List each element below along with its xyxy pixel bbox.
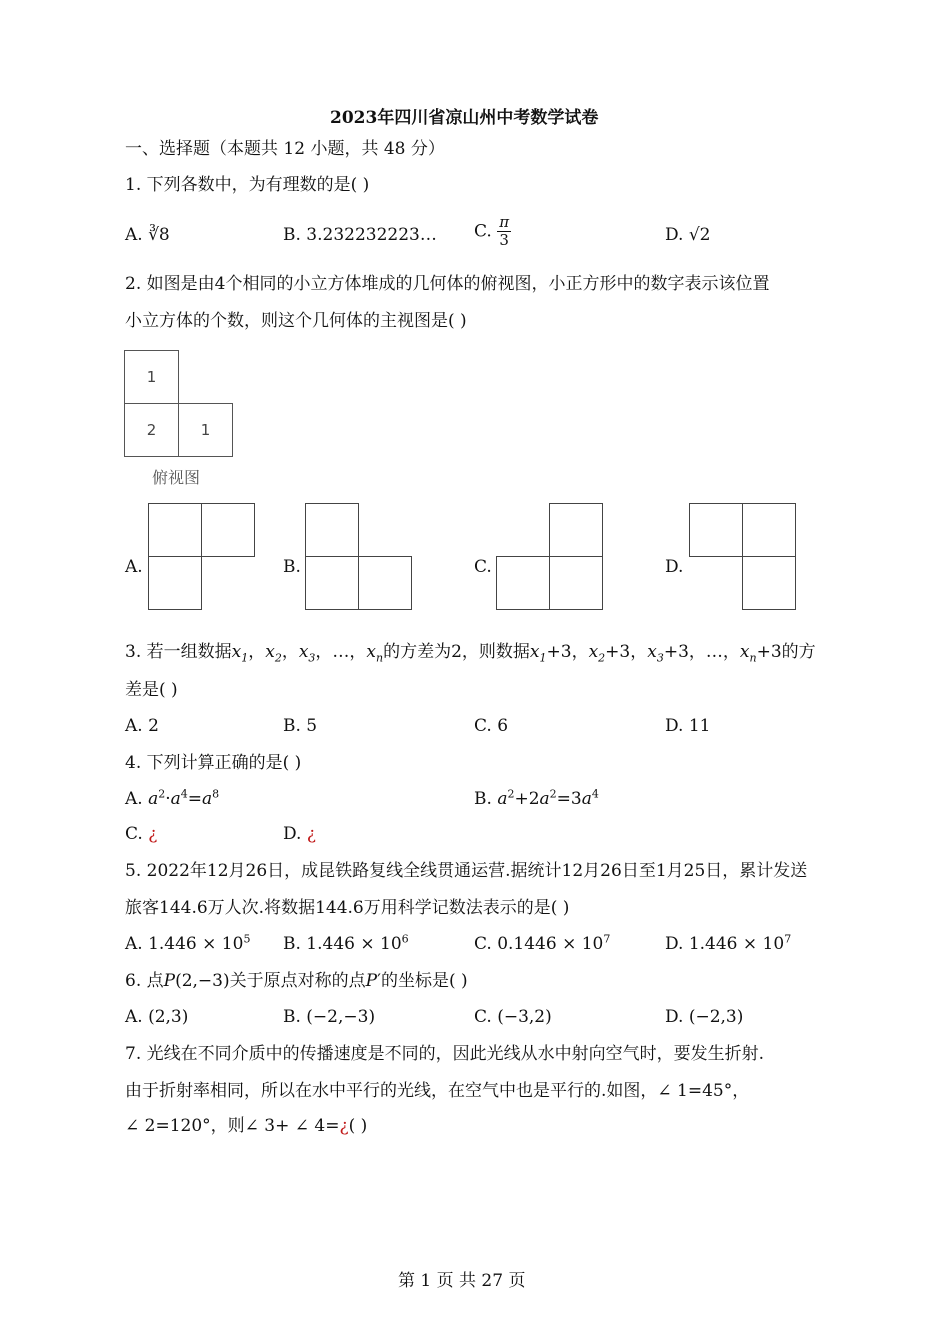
- front-view-cell: [742, 503, 796, 557]
- q6-stem-part: 关于原点对称的点: [229, 971, 366, 991]
- top-view-cell: 1: [124, 350, 179, 404]
- q5-option-c-text: C. 0.1446 × 10: [474, 934, 604, 954]
- q3-option-d[interactable]: D. 11: [665, 716, 711, 736]
- exponent: 5: [243, 932, 251, 946]
- q4-option-d[interactable]: [283, 823, 316, 845]
- math-data-list: $x_1$: [231, 642, 249, 665]
- q4-option-d-value: ¿: [306, 824, 316, 844]
- q5-option-c[interactable]: [474, 933, 610, 955]
- front-view-cell: [549, 503, 603, 557]
- q2-option-b-label[interactable]: B.: [283, 557, 301, 577]
- q1-option-a[interactable]: A. ∛8: [125, 225, 170, 245]
- question-3-stem-line1: 3. 若一组数据$x_1$，$x_2$，$x_3$，…，$x_n$的方差为2，则数据$x_1+3$，$x_2+3$，$x_3+3$，…，$x_n+3$的方: [125, 642, 816, 665]
- q6-option-c[interactable]: C. (−3,2): [474, 1007, 552, 1027]
- q6-option-a[interactable]: A. (2,3): [125, 1007, 189, 1027]
- q4-option-b-prefix: B.: [474, 789, 492, 809]
- q7-stem-part: ∠ 2=120°，则∠ 3+ ∠ 4=: [125, 1116, 340, 1136]
- question-5-stem-line1: 5. 2022年12月26日，成昆铁路复线全线贯通运营.据统计12月26日至1月25日，累计发送: [125, 861, 808, 881]
- front-view-cell: [689, 503, 743, 557]
- front-view-cell: [305, 556, 359, 610]
- q4-option-c[interactable]: [125, 823, 157, 845]
- question-7-stem-line2: 由于折射率相同，所以在水中平行的光线，在空气中也是平行的.如图，∠ 1=45°，: [125, 1081, 750, 1101]
- q6-option-b[interactable]: B. (−2,−3): [283, 1007, 376, 1027]
- q4-option-a[interactable]: A. $a^2\cdot a^4=a^8$: [125, 787, 220, 809]
- question-3-stem-line2: 差是( ): [125, 680, 178, 700]
- q6-stem-part: 6. 点: [125, 971, 164, 991]
- question-5-stem-line2: 旅客144.6万人次.将数据144.6万用科学记数法表示的是( ): [125, 898, 570, 918]
- q5-option-d[interactable]: [665, 933, 791, 955]
- q3-option-a[interactable]: A. 2: [125, 716, 159, 736]
- q6-option-d[interactable]: D. (−2,3): [665, 1007, 744, 1027]
- question-6-stem: 6. 点P(2,−3)关于原点对称的点P′的坐标是( ): [125, 971, 468, 991]
- q4-option-b[interactable]: B. $a^2+2a^2=3a^4$: [474, 787, 599, 809]
- q3-option-c[interactable]: C. 6: [474, 716, 509, 736]
- q5-option-b[interactable]: [283, 933, 409, 955]
- question-7-stem-line1: 7. 光线在不同介质中的传播速度是不同的，因此光线从水中射向空气时，要发生折射.: [125, 1044, 765, 1064]
- front-view-cell: [148, 503, 202, 557]
- q1-option-c[interactable]: [474, 214, 511, 249]
- q4-option-c-prefix: C.: [125, 824, 143, 844]
- exponent: 7: [784, 932, 792, 946]
- q5-option-a[interactable]: [125, 933, 250, 955]
- exponent: 7: [603, 932, 611, 946]
- front-view-cell: [201, 503, 255, 557]
- q5-option-d-text: D. 1.446 × 10: [665, 934, 785, 954]
- top-view-cell: 2: [124, 403, 179, 457]
- q1-option-d[interactable]: D. √2: [665, 225, 711, 245]
- fraction-numerator: π: [499, 213, 510, 231]
- q3-stem-part: 的方: [781, 642, 816, 662]
- front-view-cell: [305, 503, 359, 557]
- section-header: 一、选择题（本题共 12 小题，共 48 分）: [125, 139, 445, 159]
- top-view-cell: 1: [178, 403, 233, 457]
- front-view-cell: [742, 556, 796, 610]
- q3-stem-part: 3. 若一组数据: [125, 642, 232, 662]
- question-2-stem-line1: 2. 如图是由4个相同的小立方体堆成的几何体的俯视图，小正方形中的数字表示该位置: [125, 274, 770, 294]
- q3-stem-part: 的方差为2，则数据: [383, 642, 530, 662]
- question-4-stem: 4. 下列计算正确的是( ): [125, 753, 302, 773]
- q4-option-a-prefix: A.: [125, 789, 143, 809]
- q2-option-c-label[interactable]: C.: [474, 557, 492, 577]
- front-view-cell: [496, 556, 550, 610]
- q5-option-a-text: A. 1.446 × 10: [125, 934, 244, 954]
- question-2-stem-line2: 小立方体的个数，则这个几何体的主视图是( ): [125, 311, 467, 331]
- q2-option-d-label[interactable]: D.: [665, 557, 684, 577]
- q5-option-b-text: B. 1.446 × 10: [283, 934, 402, 954]
- top-view-figure: [124, 350, 234, 460]
- exponent: 6: [401, 932, 409, 946]
- page-footer: 第 1 页 共 27 页: [398, 1271, 526, 1291]
- q4-option-d-prefix: D.: [283, 824, 302, 844]
- q1-option-c-prefix: C.: [474, 221, 492, 242]
- front-view-cell: [148, 556, 202, 610]
- q6-stem-part: 的坐标是( ): [380, 971, 468, 991]
- fraction-denominator: 3: [499, 231, 509, 249]
- math-data-list-shifted: $x_1$: [529, 642, 547, 665]
- q2-option-a-label[interactable]: A.: [125, 557, 143, 577]
- top-view-caption: 俯视图: [152, 468, 201, 487]
- question-7-stem-line3: [125, 1115, 367, 1137]
- q4-option-c-value: ¿: [148, 824, 158, 844]
- question-1-stem: 1. 下列各数中，为有理数的是( ): [125, 175, 370, 195]
- q7-placeholder-char: ¿: [339, 1116, 349, 1136]
- q1-option-c-fraction: [497, 214, 511, 249]
- page-title: 2023年四川省凉山州中考数学试卷: [330, 108, 599, 128]
- front-view-cell: [358, 556, 412, 610]
- q7-stem-part: ( ): [348, 1116, 368, 1136]
- q3-option-b[interactable]: B. 5: [283, 716, 318, 736]
- q1-option-b[interactable]: B. 3.232232223…: [283, 225, 437, 245]
- front-view-cell: [549, 556, 603, 610]
